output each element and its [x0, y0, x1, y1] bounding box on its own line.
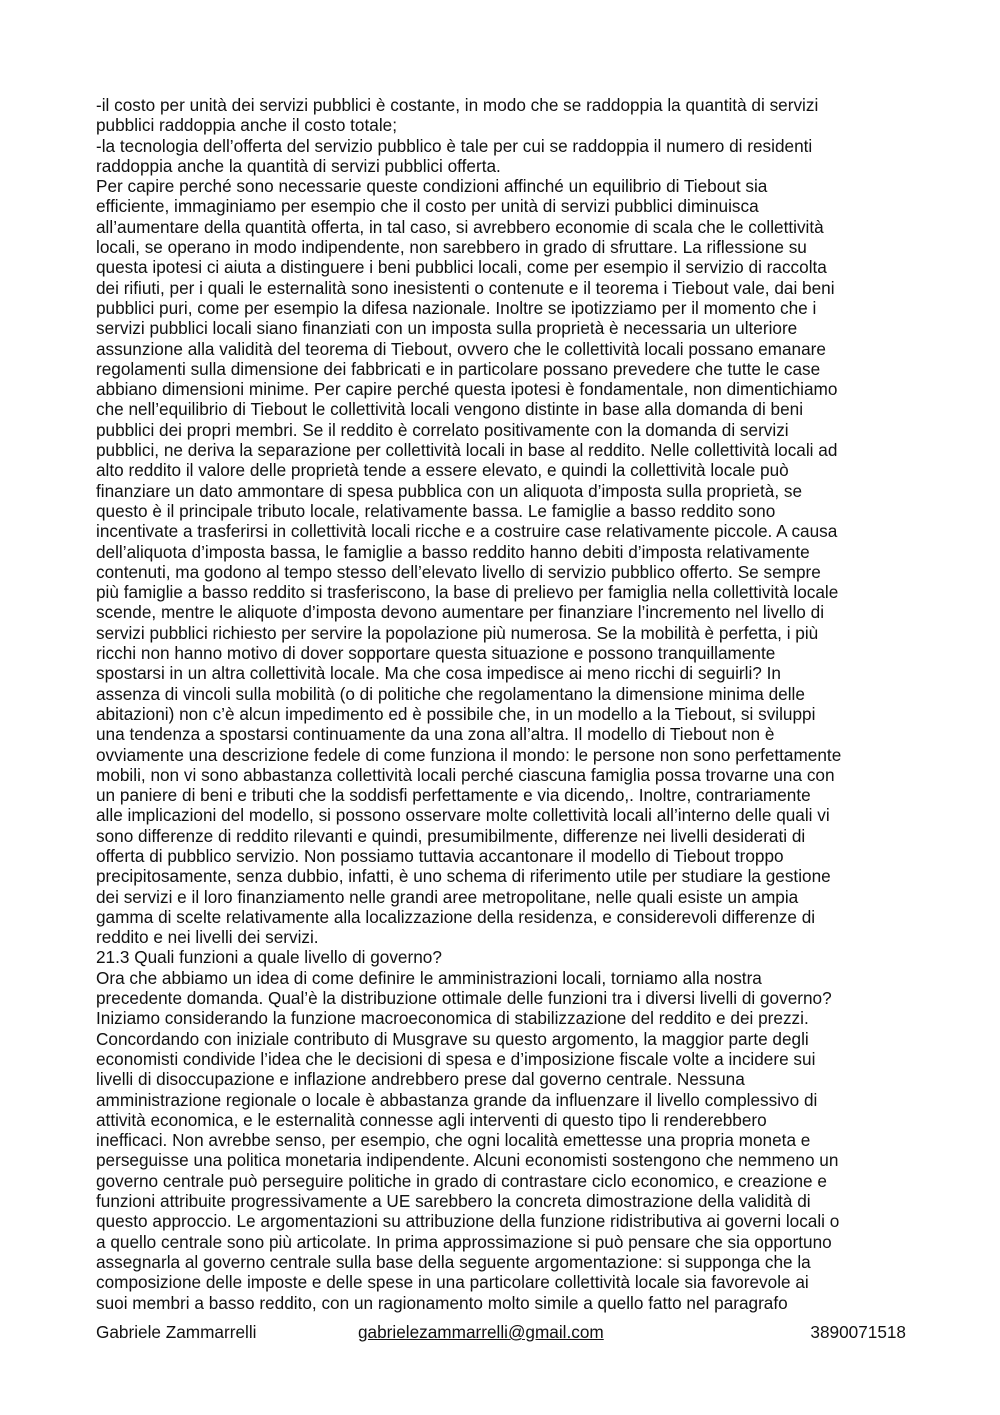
text-line: assegnarla al governo centrale sulla base della seguente argomentazione: si supponga che la: [96, 1251, 811, 1272]
text-line: -il costo per unità dei servizi pubblici è costante, in modo che se raddoppia la quantità di servizi: [96, 95, 819, 115]
text-line: questo è il principale tributo locale, relativamente bassa. Le famiglie a basso reddito sono: [96, 500, 776, 521]
text-line: Iniziamo considerando la funzione macroeconomica di stabilizzazione del reddito e dei prezzi.: [96, 1008, 809, 1029]
author-phone: 3890071518: [810, 1322, 906, 1342]
text-line: un paniere di beni e tributi che la soddisfi perfettamente e via dicendo,. Inoltre, contrariamente: [96, 785, 811, 806]
text-line: Per capire perché sono necessarie queste condizioni affinché un equilibrio di Tiebout sia: [96, 176, 768, 197]
text-line: mobili, non vi sono abbastanza collettività locali perché ciascuna famiglia possa trovarne una con: [96, 764, 835, 785]
text-line: dei servizi e il loro finanziamento nelle grandi aree metropolitane, nelle quali esiste un ampia: [96, 886, 799, 907]
page-footer: [96, 1322, 906, 1344]
text-line: economisti condivide l’idea che le decisioni di spesa e d’imposizione fiscale volte a incidere sui: [96, 1048, 816, 1069]
document-body: [96, 95, 908, 1313]
text-line: contenuti, ma godono al tempo stesso dell’elevato livello di servizio pubblico offerto. Se sempre: [96, 561, 821, 582]
text-line: governo centrale può perseguire politiche in grado di contrastare ciclo economico, e creazione e: [96, 1170, 827, 1191]
text-line: perseguisse una politica monetaria indipendente. Alcuni economisti sostengono che nemmeno un: [96, 1150, 839, 1171]
text-line: Concordando con iniziale contributo di Musgrave su questo argomento, la maggior parte degli: [96, 1028, 809, 1049]
text-line: alle implicazioni del modello, si possono osservare molte collettività locali all’interno delle quali vi: [96, 805, 830, 826]
text-line: finanziare un dato ammontare di spesa pubblica con un aliquota d’imposta sulla proprietà, se: [96, 480, 803, 501]
text-line: pubblici, ne deriva la separazione per collettività locali in base al reddito. Nelle collettività locali ad: [96, 440, 838, 461]
text-line: dei rifiuti, per i quali le esternalità sono inesistenti o contenute e il teorema i Tiebout vale, dai beni: [96, 277, 835, 298]
text-line: che nell’equilibrio di Tiebout le collettività locali vengono distinte in base alla domanda di beni: [96, 399, 804, 420]
text-line: all’aumentare della quantità offerta, in tal caso, si avrebbero economie di scala che le collettività: [96, 216, 824, 237]
text-line: livelli di disoccupazione e inflazione andrebbero prese dal governo centrale. Nessuna: [96, 1069, 745, 1090]
text-line: composizione delle imposte e delle spese in una particolare collettività locale sia favorevole ai: [96, 1272, 809, 1293]
text-line: ricchi non hanno motivo di dover sopportare questa situazione e possono tranquillamente: [96, 643, 776, 664]
text-line: suoi membri a basso reddito, con un ragionamento molto simile a quello fatto nel paragrafo: [96, 1292, 788, 1313]
text-line: regolamenti sulla dimensione dei fabbricati e in particolare possano prevedere che tutte le case: [96, 358, 821, 379]
author-email-link[interactable]: gabrielezammarrelli@gmail.com: [358, 1322, 604, 1342]
text-line: Ora che abbiamo un idea di come definire le amministrazioni locali, torniamo alla nostra: [96, 967, 762, 988]
text-line: incentivate a trasferirsi in collettività locali ricche e a costruire case relativamente piccole. A causa: [96, 521, 838, 542]
text-line: locali, se operano in modo indipendente, non sarebbero in grado di sfruttare. La riflessione su: [96, 237, 807, 258]
text-line: attività economica, e le esternalità connesse agli interventi di questo tipo li renderebbero: [96, 1109, 767, 1130]
author-name: Gabriele Zammarrelli: [96, 1322, 257, 1342]
text-line: pubblici puri, come per esempio la difesa nazionale. Inoltre se ipotizziamo per il momento che i: [96, 297, 817, 318]
text-line: amministrazione regionale o locale è abbastanza grande da influenzare il livello complessivo di: [96, 1089, 818, 1110]
text-line: più famiglie a basso reddito si trasferiscono, la base di prelievo per famiglia nella collettività locale: [96, 582, 839, 603]
text-line: pubblici raddoppia anche il costo totale;: [96, 115, 397, 136]
text-line: sono differenze di reddito rilevanti e quindi, presumibilmente, differenze nei livelli desiderati di: [96, 825, 806, 846]
text-line: a quello centrale sono più articolate. In prima approssimazione si può pensare che sia opportuno: [96, 1231, 832, 1252]
text-line: assenza di vincoli sulla mobilità (o di politiche che regolamentano la dimensione minima delle: [96, 683, 805, 704]
text-line: efficiente, immaginiamo per esempio che il costo per unità di servizi pubblici diminuisca: [96, 196, 759, 217]
text-line: -la tecnologia dell’offerta del servizio pubblico è tale per cui se raddoppia il numero di residenti: [96, 135, 813, 156]
text-line: alto reddito il valore delle proprietà tende a essere elevato, e quindi la collettività locale può: [96, 460, 789, 481]
text-line: reddito e nei livelli dei servizi.: [96, 927, 319, 948]
text-line: funzioni attribuite progressivamente a UE sarebbero la concreta dimostrazione della validità di: [96, 1191, 811, 1212]
text-line: ovviamente una descrizione fedele di come funziona il mondo: le persone non sono perfettamente: [96, 744, 842, 765]
text-line: abitazioni) non c’è alcun impedimento ed è possibile che, in un modello a la Tiebout, si sviluppi: [96, 703, 816, 724]
text-line: assunzione alla validità del teorema di Tiebout, ovvero che le collettività locali possano emanare: [96, 338, 826, 359]
text-line: questo approccio. Le argomentazioni su attribuzione della funzione ridistributiva ai governi locali o: [96, 1211, 840, 1232]
text-line: servizi pubblici locali siano finanziati con un imposta sulla proprietà è necessaria un ulteriore: [96, 318, 798, 339]
text-line: precedente domanda. Qual’è la distribuzione ottimale delle funzioni tra i diversi livelli di governo?: [96, 988, 832, 1009]
text-line: pubblici dei propri membri. Se il reddito è correlato positivamente con la domanda di servizi: [96, 419, 789, 440]
text-line: questa ipotesi ci aiuta a distinguere i beni pubblici locali, come per esempio il servizio di raccolta: [96, 257, 827, 278]
text-line: abbiano dimensioni minime. Per capire perché questa ipotesi è fondamentale, non dimentichiamo: [96, 379, 838, 400]
text-line: offerta di pubblico servizio. Non possiamo tuttavia accantonare il modello di Tiebout troppo: [96, 845, 784, 866]
text-line: raddoppia anche la quantità di servizi pubblici offerta.: [96, 155, 501, 176]
text-line: precipitosamente, senza dubbio, infatti, è uno schema di riferimento utile per studiare la gestione: [96, 866, 831, 887]
text-line: 21.3 Quali funzioni a quale livello di governo?: [96, 947, 442, 968]
text-line: scende, mentre le aliquote d’imposta devono aumentare per finanziare l’incremento nel livello di: [96, 602, 825, 623]
text-line: dell’aliquota d’imposta bassa, le famiglie a basso reddito hanno debiti d’imposta relativamente: [96, 541, 810, 562]
text-line: una tendenza a spostarsi continuamente da una zona all’altra. Il modello di Tiebout non è: [96, 724, 775, 745]
text-line: servizi pubblici richiesto per servire la popolazione più numerosa. Se la mobilità è perfetta, i più: [96, 622, 819, 643]
text-line: inefficaci. Non avrebbe senso, per esempio, che ogni località emettesse una propria moneta e: [96, 1130, 811, 1151]
text-line: gamma di scelte relativamente alla localizzazione della residenza, e considerevoli differenze di: [96, 906, 816, 927]
text-line: spostarsi in un altra collettività locale. Ma che cosa impedisce ai meno ricchi di seguirli? In: [96, 663, 781, 684]
